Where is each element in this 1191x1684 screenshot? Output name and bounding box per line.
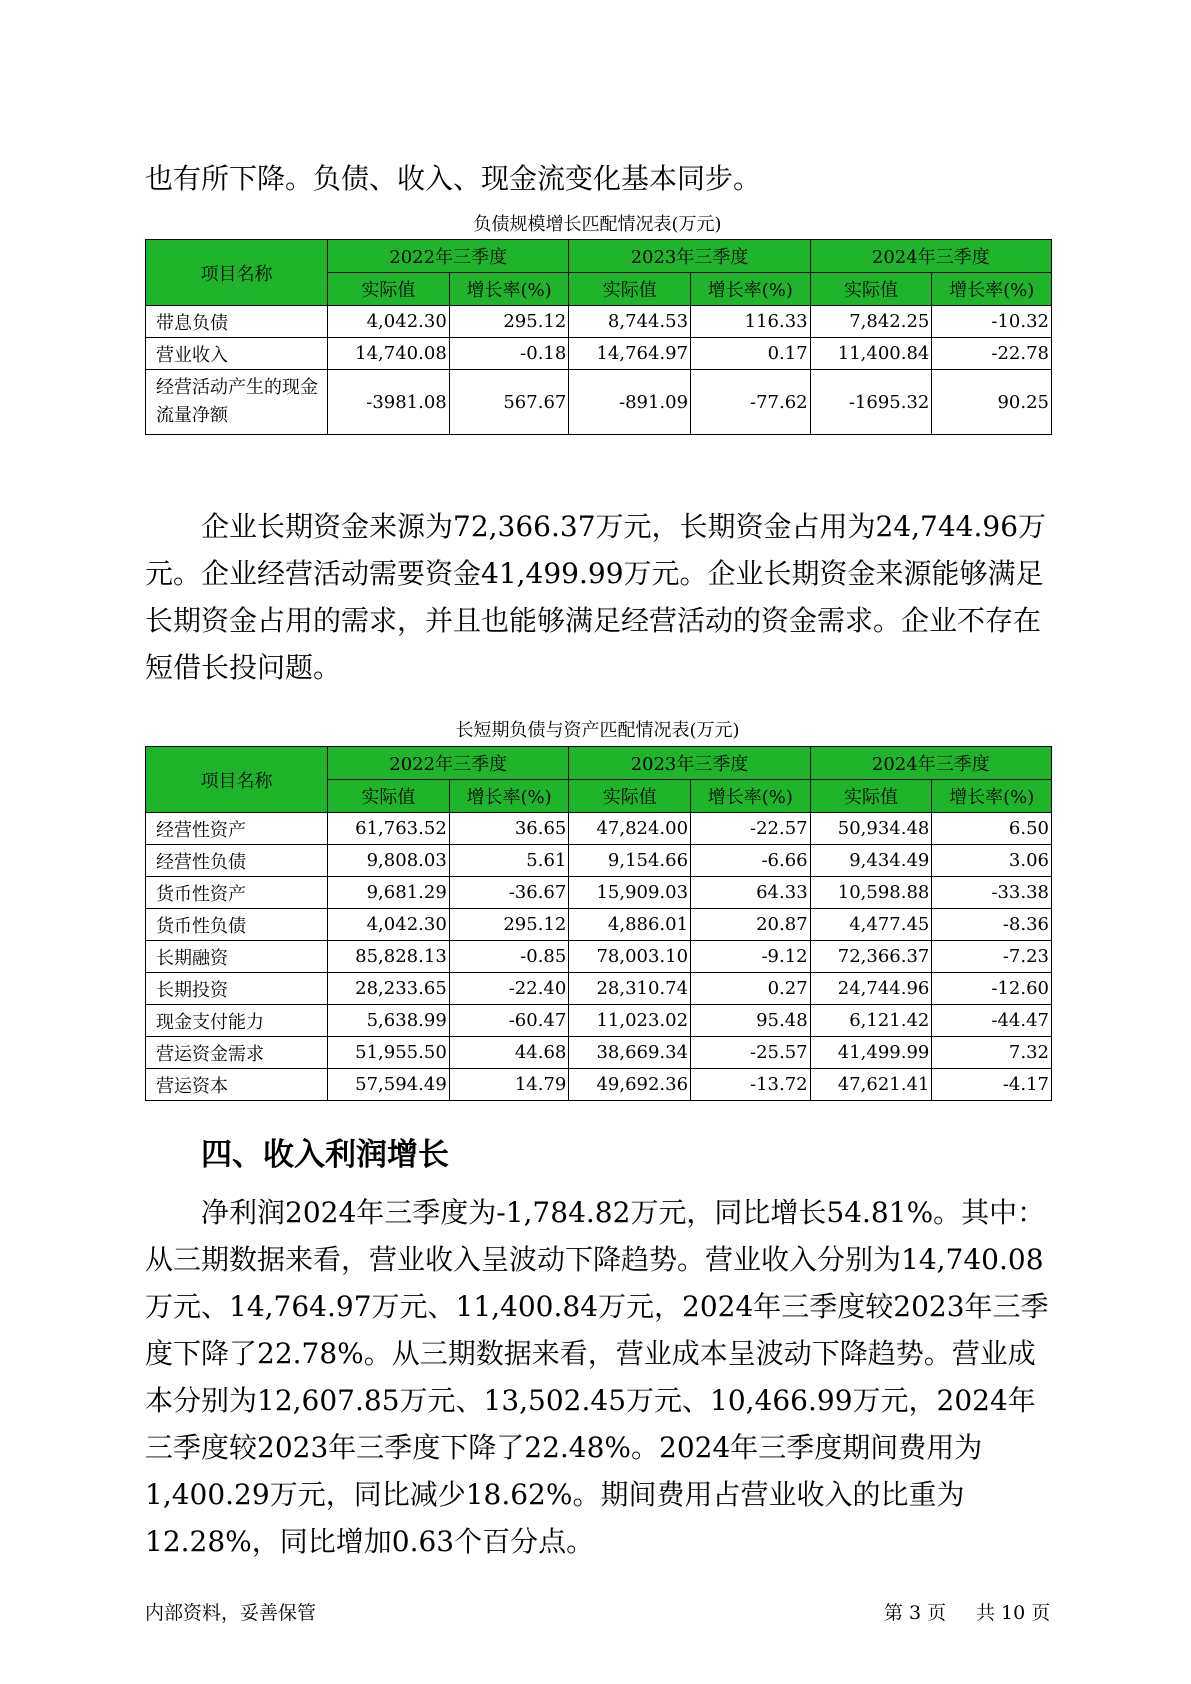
cell-value: -25.57 bbox=[691, 1037, 811, 1069]
table1-subheader: 增长率(%) bbox=[932, 273, 1052, 306]
cell-value: -0.85 bbox=[449, 941, 569, 973]
cell-value: -36.67 bbox=[449, 877, 569, 909]
cell-value: 6,121.42 bbox=[810, 1005, 932, 1037]
cell-value: -77.62 bbox=[691, 370, 811, 435]
cell-value: 7,842.25 bbox=[810, 306, 932, 338]
cell-value: 44.68 bbox=[449, 1037, 569, 1069]
table2-period-header: 2023年三季度 bbox=[569, 747, 810, 780]
cell-value: 24,744.96 bbox=[810, 973, 932, 1005]
cell-value: 15,909.03 bbox=[569, 877, 691, 909]
table-row bbox=[146, 1069, 1052, 1101]
cell-value: 4,886.01 bbox=[569, 909, 691, 941]
row-label: 经营活动产生的现金流量净额 bbox=[146, 370, 328, 435]
cell-value: 14,740.08 bbox=[328, 338, 450, 370]
cell-value: -44.47 bbox=[932, 1005, 1052, 1037]
section-heading: 四、收入利润增长 bbox=[201, 1137, 449, 1173]
cell-value: 41,499.99 bbox=[810, 1037, 932, 1069]
cell-value: -4.17 bbox=[932, 1069, 1052, 1101]
table1-subheader: 增长率(%) bbox=[449, 273, 569, 306]
table1-caption: 负债规模增长匹配情况表(万元) bbox=[473, 214, 722, 235]
table2-subheader: 实际值 bbox=[328, 780, 450, 813]
cell-value: 14,764.97 bbox=[569, 338, 691, 370]
table-row bbox=[146, 306, 1052, 338]
table1-subheader: 实际值 bbox=[810, 273, 932, 306]
row-label: 现金支付能力 bbox=[146, 1005, 328, 1037]
cell-value: -60.47 bbox=[449, 1005, 569, 1037]
table1-subheader: 实际值 bbox=[328, 273, 450, 306]
table-row bbox=[146, 877, 1052, 909]
cell-value: 5,638.99 bbox=[328, 1005, 450, 1037]
cell-value: -8.36 bbox=[932, 909, 1052, 941]
cell-value: 9,808.03 bbox=[328, 845, 450, 877]
cell-value: 64.33 bbox=[691, 877, 811, 909]
cell-value: 14.79 bbox=[449, 1069, 569, 1101]
cell-value: -0.18 bbox=[449, 338, 569, 370]
cell-value: -7.23 bbox=[932, 941, 1052, 973]
cell-value: 567.67 bbox=[449, 370, 569, 435]
table-row bbox=[146, 338, 1052, 370]
cell-value: 0.17 bbox=[691, 338, 811, 370]
table-row bbox=[146, 973, 1052, 1005]
cell-value: 47,824.00 bbox=[569, 813, 691, 845]
cell-value: 10,598.88 bbox=[810, 877, 932, 909]
table1-period-header: 2024年三季度 bbox=[810, 240, 1051, 273]
cell-value: 72,366.37 bbox=[810, 941, 932, 973]
row-label: 营运资金需求 bbox=[146, 1037, 328, 1069]
cell-value: 49,692.36 bbox=[569, 1069, 691, 1101]
cell-value: -22.40 bbox=[449, 973, 569, 1005]
cell-value: 95.48 bbox=[691, 1005, 811, 1037]
row-label: 长期融资 bbox=[146, 941, 328, 973]
cell-value: 3.06 bbox=[932, 845, 1052, 877]
cell-value: 85,828.13 bbox=[328, 941, 450, 973]
cell-value: 20.87 bbox=[691, 909, 811, 941]
row-label: 带息负债 bbox=[146, 306, 328, 338]
table2-subheader: 增长率(%) bbox=[691, 780, 811, 813]
cell-value: 0.27 bbox=[691, 973, 811, 1005]
cell-value: 78,003.10 bbox=[569, 941, 691, 973]
footer-total-pages: 共 10 页 bbox=[976, 1602, 1051, 1624]
cell-value: 5.61 bbox=[449, 845, 569, 877]
cell-value: 295.12 bbox=[449, 306, 569, 338]
row-label: 经营性负债 bbox=[146, 845, 328, 877]
cell-value: -6.66 bbox=[691, 845, 811, 877]
row-label: 长期投资 bbox=[146, 973, 328, 1005]
table1-period-header: 2022年三季度 bbox=[328, 240, 569, 273]
cell-value: 51,955.50 bbox=[328, 1037, 450, 1069]
row-label: 营运资本 bbox=[146, 1069, 328, 1101]
row-label: 营业收入 bbox=[146, 338, 328, 370]
table2-subheader: 实际值 bbox=[810, 780, 932, 813]
row-label: 货币性负债 bbox=[146, 909, 328, 941]
table-row bbox=[146, 1037, 1052, 1069]
cell-value: 4,042.30 bbox=[328, 306, 450, 338]
paragraph-income-profit: 净利润2024年三季度为-1,784.82万元，同比增长54.81%。其中：从三期数据来看，营业收入呈波动下降趋势。营业收入分别为14,740.08万元、14,764.97万元、11,400.84万元，2024年三季度较2023年三季度下降了22.78%。从三期数据来看，营业成本呈波动下降趋势。营业成本分别为12,607.85万元、13,502.45万元、10,466.99万元，2024年三季度较2023年三季度下降了22.48%。2024年三季度期间费用为1,400.29万元，同比减少18.62%。期间费用占营业收入的比重为12.28%，同比增加0.63个百分点。 bbox=[145, 1196, 1049, 1558]
cell-value: 9,681.29 bbox=[328, 877, 450, 909]
row-label: 货币性资产 bbox=[146, 877, 328, 909]
table2-subheader: 增长率(%) bbox=[932, 780, 1052, 813]
cell-value: -1695.32 bbox=[810, 370, 932, 435]
cell-value: 57,594.49 bbox=[328, 1069, 450, 1101]
table-row bbox=[146, 370, 1052, 435]
cell-value: 9,154.66 bbox=[569, 845, 691, 877]
table2-period-header: 2024年三季度 bbox=[810, 747, 1051, 780]
cell-value: 50,934.48 bbox=[810, 813, 932, 845]
cell-value: -9.12 bbox=[691, 941, 811, 973]
table2-subheader: 增长率(%) bbox=[449, 780, 569, 813]
table2-caption: 长短期负债与资产匹配情况表(万元) bbox=[455, 720, 740, 741]
table-row bbox=[146, 813, 1052, 845]
cell-value: 47,621.41 bbox=[810, 1069, 932, 1101]
paragraph-funding: 企业长期资金来源为72,366.37万元，长期资金占用为24,744.96万元。企业经营活动需要资金41,499.99万元。企业长期资金来源能够满足长期资金占用的需求，并且也能够满足经营活动的资金需求。企业不存在短借长投问题。 bbox=[145, 510, 1047, 684]
cell-value: 11,400.84 bbox=[810, 338, 932, 370]
cell-value: 4,042.30 bbox=[328, 909, 450, 941]
cell-value: 6.50 bbox=[932, 813, 1052, 845]
debt-growth-table bbox=[145, 239, 1052, 435]
table1-subheader: 增长率(%) bbox=[691, 273, 811, 306]
footer-page-number: 第 3 页 bbox=[884, 1602, 947, 1624]
debt-asset-matching-table bbox=[145, 746, 1052, 1101]
cell-value: 295.12 bbox=[449, 909, 569, 941]
table2-name-header: 项目名称 bbox=[146, 747, 328, 813]
cell-value: 116.33 bbox=[691, 306, 811, 338]
cell-value: 28,310.74 bbox=[569, 973, 691, 1005]
footer-confidential: 内部资料，妥善保管 bbox=[145, 1602, 317, 1624]
intro-paragraph: 也有所下降。负债、收入、现金流变化基本同步。 bbox=[145, 162, 762, 195]
cell-value: 8,744.53 bbox=[569, 306, 691, 338]
cell-value: 7.32 bbox=[932, 1037, 1052, 1069]
table-row bbox=[146, 909, 1052, 941]
table2-subheader: 实际值 bbox=[569, 780, 691, 813]
table2-period-header: 2022年三季度 bbox=[328, 747, 569, 780]
table-row bbox=[146, 1005, 1052, 1037]
cell-value: -13.72 bbox=[691, 1069, 811, 1101]
cell-value: 38,669.34 bbox=[569, 1037, 691, 1069]
cell-value: 28,233.65 bbox=[328, 973, 450, 1005]
cell-value: 11,023.02 bbox=[569, 1005, 691, 1037]
cell-value: -3981.08 bbox=[328, 370, 450, 435]
cell-value: 9,434.49 bbox=[810, 845, 932, 877]
table1-subheader: 实际值 bbox=[569, 273, 691, 306]
cell-value: -12.60 bbox=[932, 973, 1052, 1005]
cell-value: -22.78 bbox=[932, 338, 1052, 370]
table-row bbox=[146, 941, 1052, 973]
table1-period-header: 2023年三季度 bbox=[569, 240, 810, 273]
cell-value: -33.38 bbox=[932, 877, 1052, 909]
cell-value: -891.09 bbox=[569, 370, 691, 435]
cell-value: -10.32 bbox=[932, 306, 1052, 338]
table-row bbox=[146, 845, 1052, 877]
cell-value: -22.57 bbox=[691, 813, 811, 845]
table1-name-header: 项目名称 bbox=[146, 240, 328, 306]
row-label: 经营性资产 bbox=[146, 813, 328, 845]
cell-value: 36.65 bbox=[449, 813, 569, 845]
cell-value: 90.25 bbox=[932, 370, 1052, 435]
cell-value: 4,477.45 bbox=[810, 909, 932, 941]
cell-value: 61,763.52 bbox=[328, 813, 450, 845]
